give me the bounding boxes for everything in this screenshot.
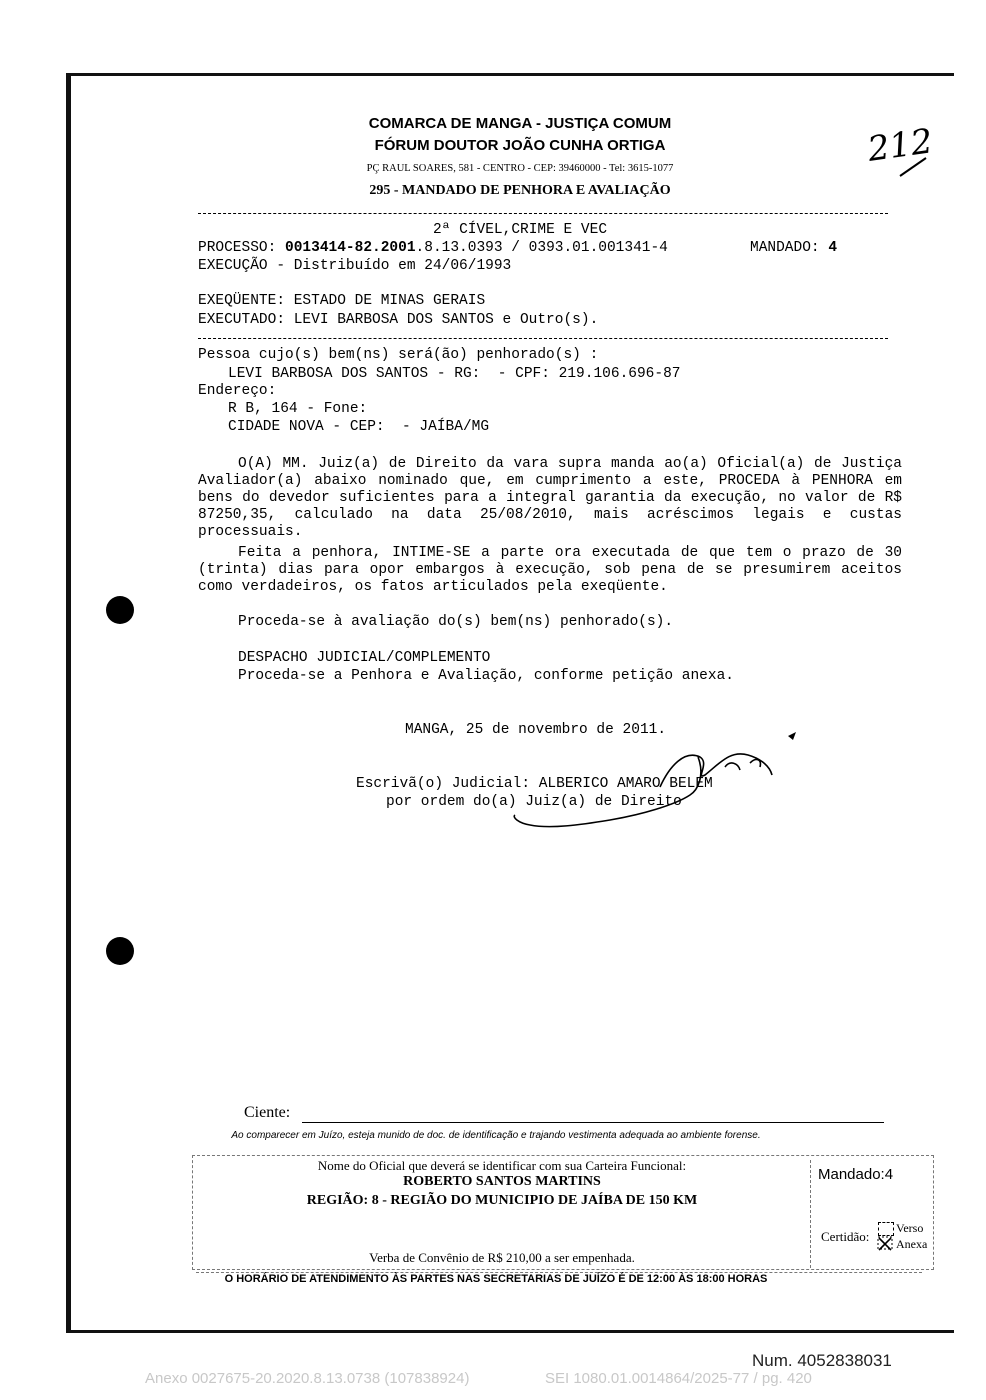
verba-line: Verba de Convênio de R$ 210,00 a ser empenhada. — [369, 1250, 635, 1265]
scan-top-edge — [66, 73, 954, 76]
scan-left-edge — [66, 73, 71, 1333]
paragraph-penhora: O(A) MM. Juiz(a) de Direito da vara supra manda ao(a) Oficial(a) de Justiça Avaliador(a) abaixo nominado que, em cumprimento a este, PROCEDA à PENHORA em bens do devedor suficientes para a integral garantia da execução, no valor de R$ 87250,35, calculado na data 25/08/2010, mais acréscimos legais e custas processuais. — [198, 456, 902, 540]
scan-bottom-edge — [66, 1330, 954, 1333]
hours-notice: O HORÁRIO DE ATENDIMENTO ÀS PARTES NAS SECRETARIAS DE JUÍZO É DE 12:00 ÀS 18:00 HORAS — [224, 1273, 768, 1285]
executado: EXECUTADO: LEVI BARBOSA DOS SANTOS e Outro(s). — [198, 312, 599, 328]
sei-reference: SEI 1080.01.0014864/2025-77 / pg. 420 — [545, 1370, 812, 1387]
officer-intro: Nome do Oficial que deverá se identificar com sua Carteira Funcional: — [317, 1158, 687, 1173]
address-line-2: CIDADE NOVA - CEP: - JAÍBA/MG — [228, 419, 490, 435]
divider — [198, 338, 888, 339]
vara: 2ª CÍVEL,CRIME E VEC — [433, 222, 608, 238]
address-line-1: R B, 164 - Fone: — [228, 401, 368, 417]
despacho-text: Proceda-se a Penhora e Avaliação, conforme petição anexa. — [238, 668, 734, 684]
ciente-label: Ciente: — [244, 1104, 291, 1121]
exequente: EXEQÜENTE: ESTADO DE MINAS GERAIS — [198, 293, 486, 309]
date-line: MANGA, 25 de novembro de 2011. — [405, 722, 667, 738]
address-label: Endereço: — [198, 383, 277, 399]
despacho-title: DESPACHO JUDICIAL/COMPLEMENTO — [238, 650, 491, 666]
processo-line: PROCESSO: 0013414-82.2001.8.13.0393 / 0393.01.001341-4 — [198, 240, 668, 256]
paragraph-intimacao: Feita a penhora, INTIME-SE a parte ora executada de que tem o prazo de 30 (trinta) dias para opor embargos à execução, sob pena de se presumirem aceitos como verdadeiros, os fatos articulados pela exeqüente. — [198, 545, 902, 595]
punch-hole-2 — [106, 937, 134, 965]
ciente-signature-line[interactable] — [302, 1122, 884, 1123]
court-name: COMARCA DE MANGA - JUSTIÇA COMUM — [368, 115, 672, 132]
forum-name: FÓRUM DOUTOR JOÃO CUNHA ORTIGA — [374, 137, 666, 154]
anexo-reference: Anexo 0027675-20.2020.8.13.0738 (107838924) — [145, 1370, 470, 1387]
divider — [198, 213, 888, 214]
officer-name: ROBERTO SANTOS MARTINS — [403, 1174, 601, 1189]
svg-text:212: 212 — [865, 121, 936, 170]
handwritten-signature — [500, 745, 790, 840]
person-name-line: LEVI BARBOSA DOS SANTOS - RG: - CPF: 219.106.696-87 — [228, 366, 681, 382]
document-number: Num. 4052838031 — [752, 1351, 892, 1370]
escriva-line: Escrivã(o) Judicial: ALBERICO AMARO BELEM — [356, 776, 713, 792]
paragraph-avaliacao: Proceda-se à avaliação do(s) bem(ns) penhorado(s). — [238, 614, 674, 630]
check-mark-icon — [786, 726, 806, 742]
verso-label: Verso — [896, 1221, 924, 1235]
ciente-notice: Ao comparecer em Juízo, esteja munido de doc. de identificação e trajando vestimenta adequada ao ambiente forense. — [231, 1130, 761, 1141]
mandado-label: Mandado:4 — [818, 1166, 894, 1183]
person-intro: Pessoa cujo(s) bem(ns) será(ão) penhorado(s) : — [198, 347, 599, 363]
forum-address: PÇ RAUL SOARES, 581 - CENTRO - CEP: 39460000 - Tel: 3615-1077 — [366, 163, 674, 174]
mandado-number: MANDADO: 4 — [750, 240, 838, 256]
officer-region: REGIÃO: 8 - REGIÃO DO MUNICIPIO DE JAÍBA DE 150 KM — [306, 1193, 698, 1208]
anexa-checkbox-checked[interactable] — [877, 1236, 895, 1252]
ordem-line: por ordem do(a) Juiz(a) de Direito — [386, 794, 682, 810]
verso-checkbox[interactable] — [878, 1222, 894, 1236]
execucao-line: EXECUÇÃO - Distribuído em 24/06/1993 — [198, 258, 512, 274]
document-type: 295 - MANDADO DE PENHORA E AVALIAÇÃO — [369, 183, 671, 198]
punch-hole-1 — [106, 596, 134, 624]
certidao-label: Certidão: — [821, 1229, 870, 1244]
anexa-label: Anexa — [896, 1237, 928, 1251]
handwritten-page-number — [840, 118, 940, 188]
